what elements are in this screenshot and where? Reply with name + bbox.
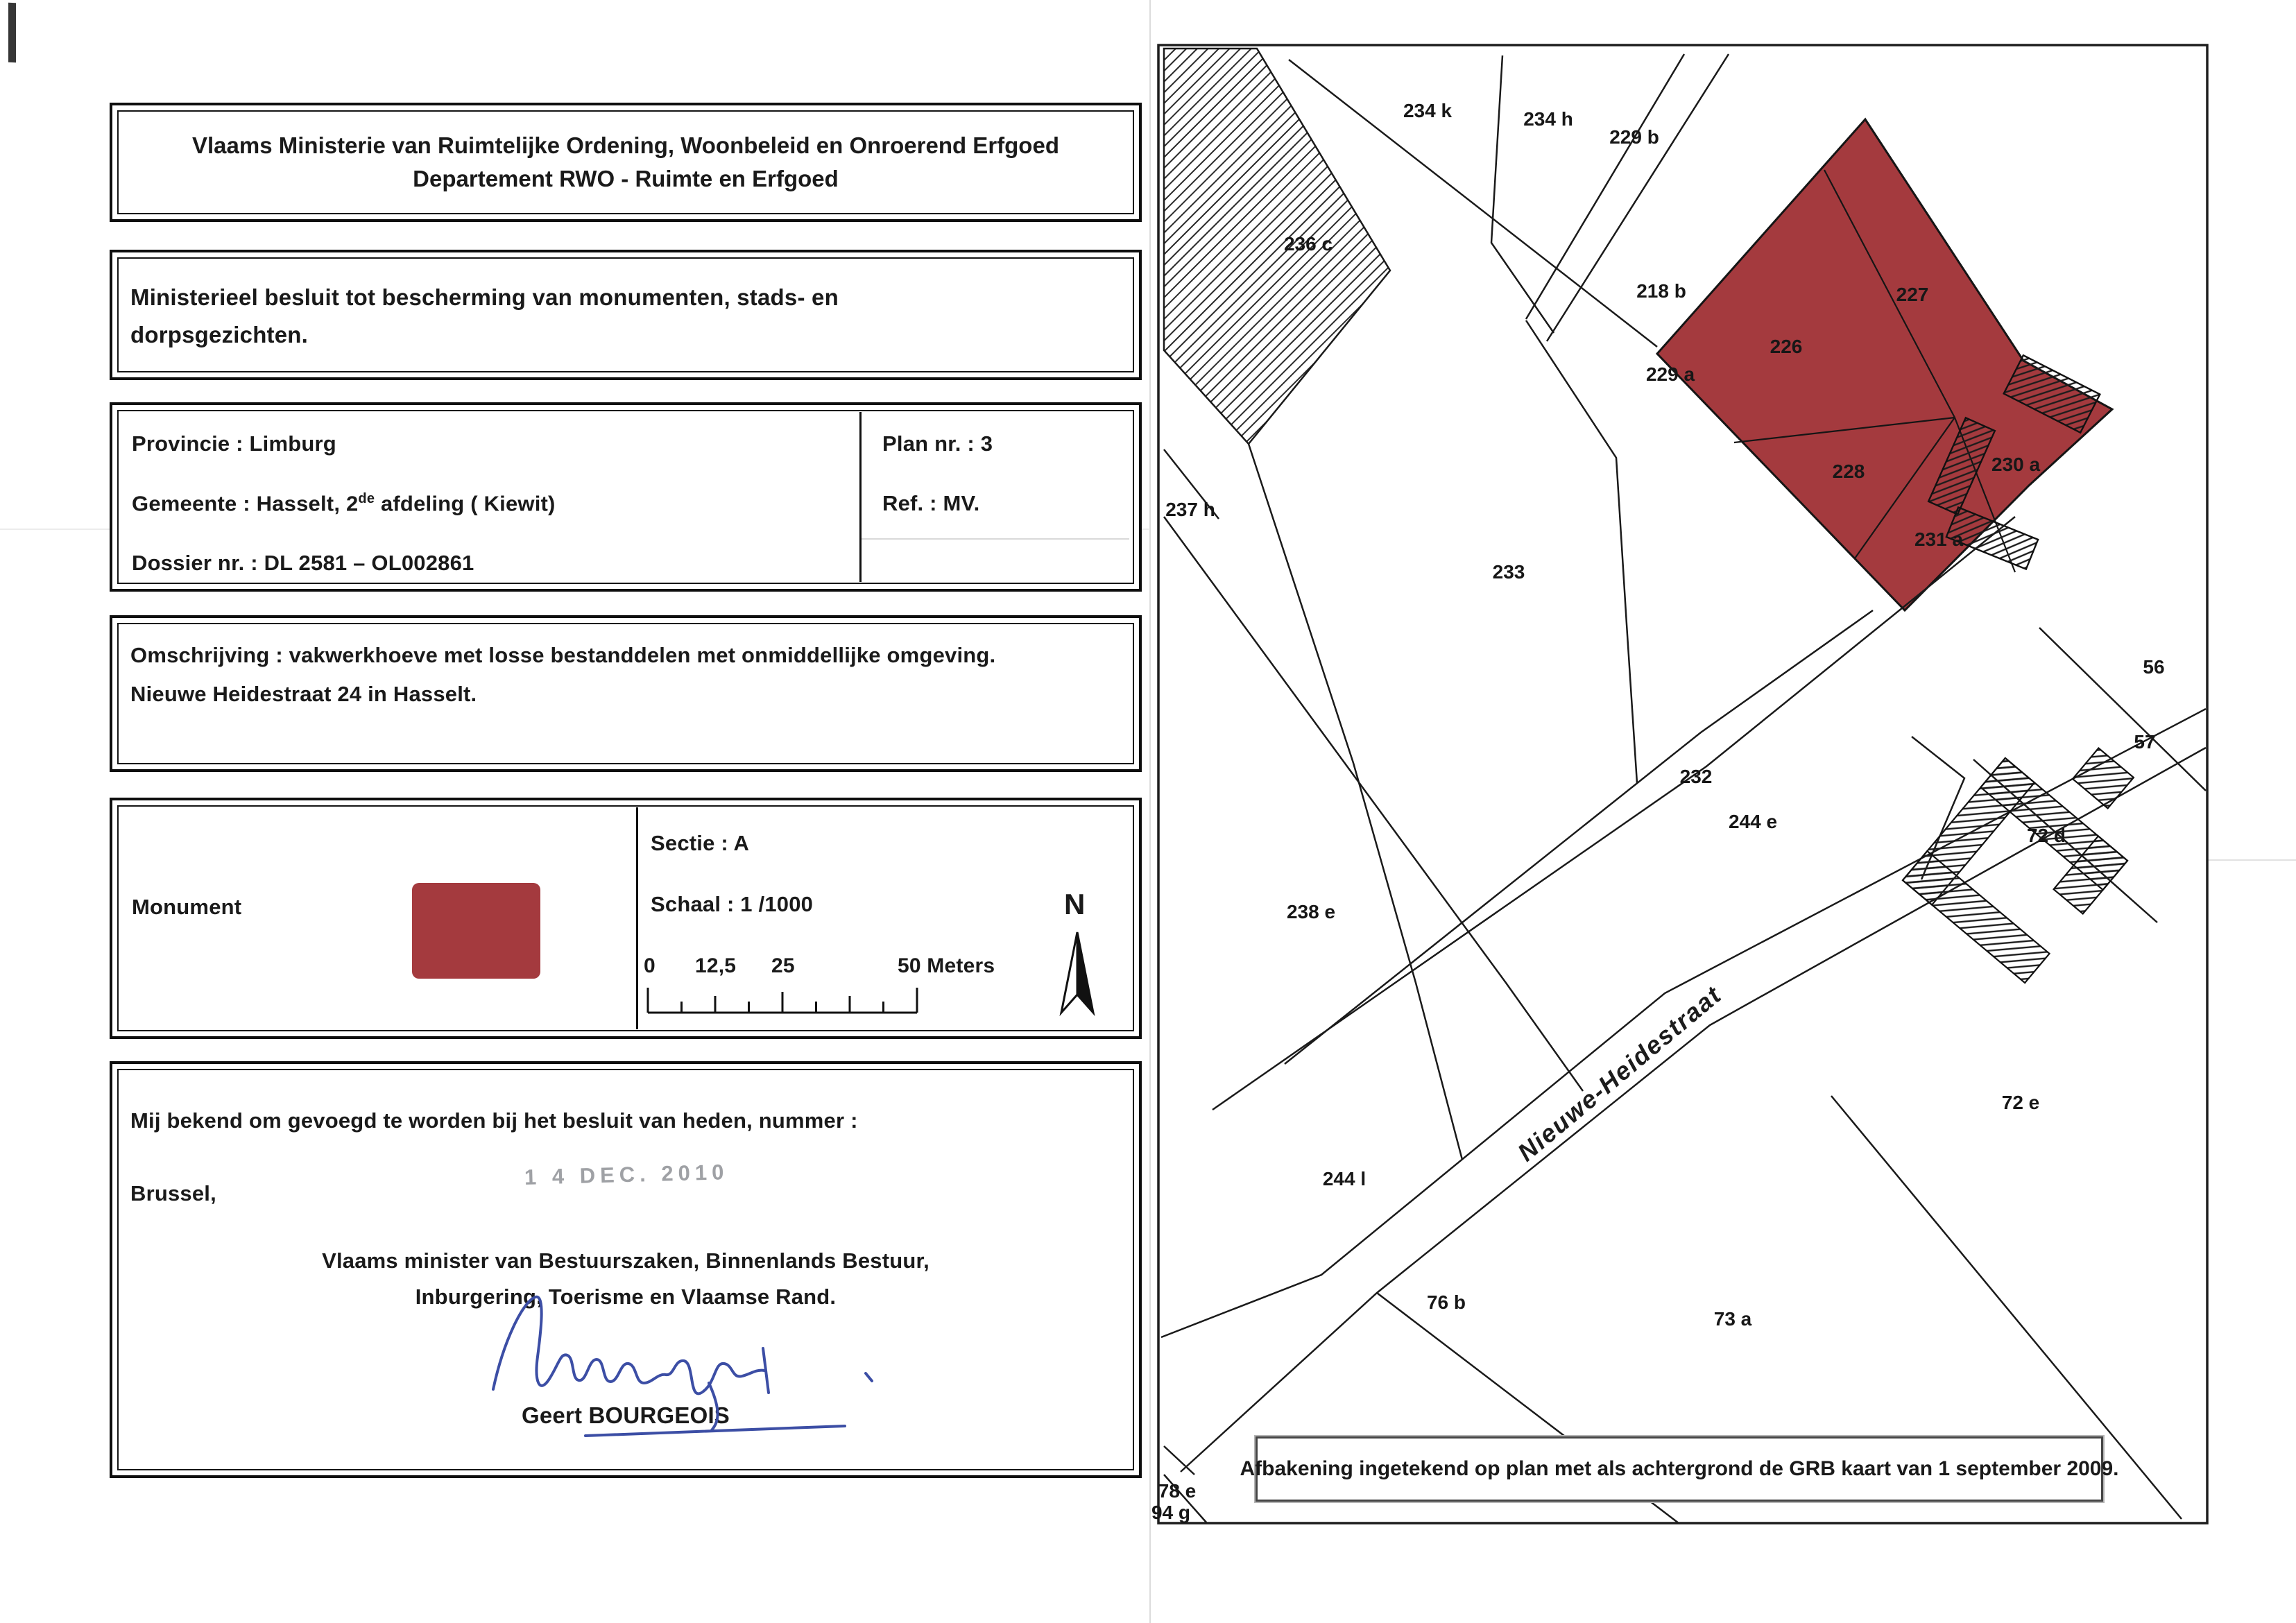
parcel-label: 56 xyxy=(2143,656,2165,678)
sectie-value: Sectie : A xyxy=(651,831,750,855)
parcel-label: 218 b xyxy=(1636,280,1686,302)
gemeente-superscript: de xyxy=(358,491,375,506)
monument-label: Monument xyxy=(132,895,242,919)
hatched-parcel-236c xyxy=(1164,49,1390,444)
parcel-label: 228 xyxy=(1832,461,1865,482)
parcel-label: 72 e xyxy=(2001,1092,2040,1113)
plan-value: Plan nr. : 3 xyxy=(882,431,993,456)
map-note-box xyxy=(1240,1436,2119,1502)
parcel-label: 233 xyxy=(1492,561,1525,583)
bekend-line: Mij bekend om gevoegd te worden bij het besluit van heden, nummer : xyxy=(130,1108,858,1133)
ministry-title: Vlaams Ministerie van Ruimtelijke Ordening, Woonbeleid en Onroerend Erfgoed xyxy=(192,132,1059,158)
brussel-label: Brussel, xyxy=(130,1181,216,1205)
omschrijving-line2: Nieuwe Heidestraat 24 in Hasselt. xyxy=(130,682,477,706)
parcel-label: 226 xyxy=(1770,336,1803,357)
map-note-text: Afbakening ingetekend op plan met als achtergrond de GRB kaart van 1 september 2009. xyxy=(1240,1457,2119,1480)
parcel-label: 244 e xyxy=(1728,811,1778,832)
monument-parcel-red xyxy=(1657,119,2112,610)
dossier-value: Dossier nr. : DL 2581 – OL002861 xyxy=(132,551,474,575)
scalebar-50-meters: 50 Meters xyxy=(898,954,995,977)
parcel-label: 78 e xyxy=(1158,1480,1197,1502)
scalebar-12-5: 12,5 xyxy=(695,954,737,977)
parcel-label: 244 l xyxy=(1322,1168,1367,1190)
ref-value: Ref. : MV. xyxy=(882,491,980,515)
parcel-label: 94 g xyxy=(1151,1502,1191,1523)
street-label: Nieuwe-Heidestraat xyxy=(1511,979,1727,1167)
parcel-label: 234 h xyxy=(1523,108,1573,130)
provincie-value: Provincie : Limburg xyxy=(132,431,336,456)
omschrijving-line1: Omschrijving : vakwerkhoeve met losse bestanddelen met onmiddellijke omgeving. xyxy=(130,643,996,667)
north-letter: N xyxy=(1064,888,1086,920)
signer-name: Geert BOURGEOIS xyxy=(521,1402,730,1428)
parcel-label: 76 b xyxy=(1426,1291,1466,1313)
decree-line1: Ministerieel besluit tot bescherming van monumenten, stads- en xyxy=(130,284,839,310)
parcel-label: 229 b xyxy=(1609,126,1659,148)
parcel-label: 227 xyxy=(1896,284,1929,305)
parcel-label: 230 a xyxy=(1991,454,2041,475)
parcel-label: 73 a xyxy=(1713,1308,1752,1330)
gemeente-suffix: afdeling ( Kiewit) xyxy=(375,491,556,516)
parcel-label: 237 h xyxy=(1165,499,1215,520)
parcel-label: 232 xyxy=(1679,766,1713,787)
minister-title-line2: Inburgering, Toerisme en Vlaamse Rand. xyxy=(415,1285,837,1309)
schaal-value: Schaal : 1 /1000 xyxy=(651,892,814,916)
decree-line2: dorpsgezichten. xyxy=(130,322,309,347)
parcel-label: 57 xyxy=(2134,731,2156,753)
scalebar-0: 0 xyxy=(644,954,656,977)
parcel-label: 238 e xyxy=(1286,901,1336,922)
department-subtitle: Departement RWO - Ruimte en Erfgoed xyxy=(413,166,839,191)
parcel-label: 231 a xyxy=(1914,529,1964,550)
scalebar-25: 25 xyxy=(771,954,795,977)
parcel-label: 236 c xyxy=(1283,233,1333,255)
parcel-label: 72 d xyxy=(2026,825,2066,846)
date-stamp: 1 4 DEC. 2010 xyxy=(524,1160,729,1190)
minister-title-line1: Vlaams minister van Bestuurszaken, Binnenlands Bestuur, xyxy=(322,1248,929,1273)
parcel-label: 229 a xyxy=(1645,363,1695,385)
hatched-building-small xyxy=(2073,748,2134,809)
parcel-label: 234 k xyxy=(1403,100,1453,121)
gemeente-prefix: Gemeente : Hasselt, 2 xyxy=(132,491,359,516)
